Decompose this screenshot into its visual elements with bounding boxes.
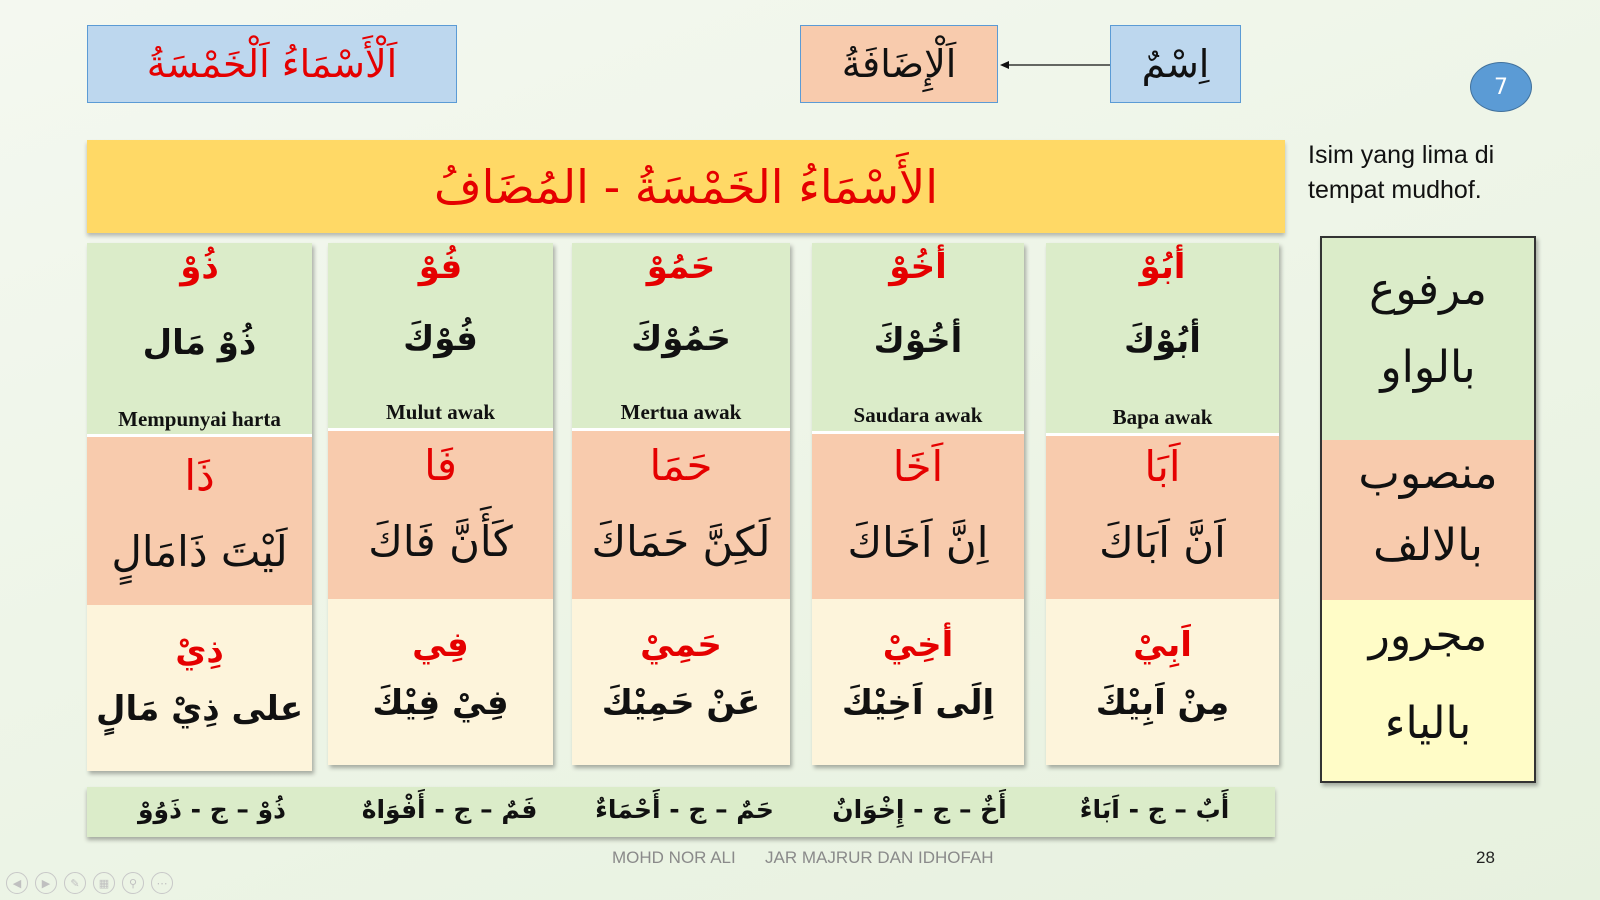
noun-column-dzu bbox=[87, 243, 312, 771]
meaning: Saudara awak bbox=[853, 403, 983, 427]
title-text: اَلْأَسْمَاءُ اَلْخَمْسَةُ bbox=[146, 42, 398, 86]
raf-word: أبُوْ bbox=[1139, 247, 1186, 287]
meaning: Mulut awak bbox=[385, 400, 496, 424]
back-icon[interactable]: ◀ bbox=[6, 872, 28, 894]
nasb-section bbox=[87, 437, 312, 605]
case-rafa-line-2: بالواو bbox=[1380, 342, 1476, 393]
noun-column-hamu bbox=[572, 243, 790, 765]
nasb-phrase: لَكِنَّ حَمَاكَ bbox=[591, 517, 771, 566]
slideshow-controls bbox=[6, 872, 173, 894]
jarr-phrase: على ذِيْ مَالٍ bbox=[95, 689, 304, 729]
note bbox=[1308, 138, 1548, 208]
forward-icon[interactable]: ▶ bbox=[35, 872, 57, 894]
page-number: 28 bbox=[1476, 848, 1495, 867]
raf-phrase: فُوْكَ bbox=[403, 319, 478, 359]
nasb-phrase: اِنَّ اَخَاكَ bbox=[847, 518, 989, 567]
meaning: Bapa awak bbox=[1112, 405, 1213, 429]
nasb-word: اَخَا bbox=[892, 442, 944, 491]
case-column bbox=[1320, 236, 1536, 783]
nasb-word: حَمَا bbox=[649, 441, 713, 490]
jarr-phrase: فِيْ فِيْكَ bbox=[372, 683, 509, 723]
note-line-1: Isim yang lima di bbox=[1308, 141, 1495, 169]
noun-column-akhu bbox=[812, 243, 1024, 765]
raf-word: فُوْ bbox=[418, 247, 463, 287]
nasb-phrase: كَأَنَّ فَاكَ bbox=[368, 517, 513, 566]
plural-fam: فَمٌ – ج - أَفْوَاهٌ bbox=[361, 795, 538, 824]
title-box bbox=[87, 25, 457, 103]
nasb-section bbox=[328, 431, 553, 599]
jarr-word: اَبِيْ bbox=[1133, 625, 1192, 665]
raf-section bbox=[1046, 243, 1279, 433]
plural-bar bbox=[87, 787, 1275, 837]
banner bbox=[87, 140, 1285, 233]
jarr-word: ذِيْ bbox=[175, 631, 224, 671]
jarr-word: حَمِيْ bbox=[640, 625, 722, 665]
jarr-phrase: عَنْ حَمِيْكَ bbox=[601, 683, 761, 723]
arrow-left-icon bbox=[1000, 55, 1110, 75]
jarr-section bbox=[812, 599, 1024, 765]
case-nasb-line-2: بالالف bbox=[1373, 520, 1483, 571]
nasb-phrase: لَيْتَ ذَامَالٍ bbox=[111, 527, 288, 576]
nasb-word: اَبَا bbox=[1144, 442, 1181, 491]
nasb-phrase: اَنَّ اَبَاكَ bbox=[1099, 518, 1226, 567]
nasb-word: فَا bbox=[424, 441, 457, 490]
nasb-section bbox=[572, 431, 790, 599]
raf-section bbox=[328, 243, 553, 428]
ism-text: اِسْمٌ bbox=[1141, 42, 1210, 86]
raf-section bbox=[572, 243, 790, 428]
jarr-section bbox=[328, 599, 553, 765]
jarr-word: فِي bbox=[412, 625, 469, 665]
case-jarr-line-1: مجرور bbox=[1368, 610, 1488, 661]
jarr-section bbox=[1046, 599, 1279, 765]
idhafah-box bbox=[800, 25, 998, 103]
ism-box bbox=[1110, 25, 1241, 103]
case-rafa bbox=[1322, 238, 1534, 440]
raf-word: ذُوْ bbox=[180, 247, 219, 287]
jarr-phrase: مِنْ اَبِيْكَ bbox=[1095, 683, 1230, 723]
noun-column-fu bbox=[328, 243, 553, 765]
noun-column-abu bbox=[1046, 243, 1279, 765]
case-jarr bbox=[1322, 600, 1534, 781]
footer-topic: JAR MAJRUR DAN IDHOFAH bbox=[765, 848, 994, 867]
raf-phrase: ذُوْ مَال bbox=[142, 323, 257, 363]
plural-ab: أَبٌ – ج - اَبَاءٌ bbox=[1079, 795, 1230, 824]
jarr-word: أخِيْ bbox=[882, 625, 954, 665]
plural-akh: أَخٌ – ج - إِخْوَانٌ bbox=[832, 795, 1007, 824]
jarr-section bbox=[572, 599, 790, 765]
case-nasb-line-1: منصوب bbox=[1358, 448, 1498, 499]
raf-word: أخُوْ bbox=[889, 247, 947, 287]
raf-section bbox=[87, 243, 312, 434]
jarr-section bbox=[87, 605, 312, 771]
note-line-2: tempat mudhof. bbox=[1308, 176, 1482, 204]
more-icon[interactable]: ⋯ bbox=[151, 872, 173, 894]
footer-author: MOHD NOR ALI bbox=[612, 848, 736, 867]
nasb-section bbox=[1046, 436, 1279, 599]
nasb-section bbox=[812, 434, 1024, 599]
raf-section bbox=[812, 243, 1024, 431]
case-rafa-line-1: مرفوع bbox=[1369, 264, 1487, 315]
banner-title: الأَسْمَاءُ الخَمْسَةُ - المُضَافُ bbox=[433, 159, 939, 214]
zoom-icon[interactable]: ⚲ bbox=[122, 872, 144, 894]
slide-number-badge: 7 bbox=[1470, 62, 1532, 112]
raf-phrase: أبُوْكَ bbox=[1124, 321, 1201, 361]
idhafah-text: اَلْإِضَافَةُ bbox=[841, 42, 957, 86]
plural-ham: حَمٌ – ج - أَحْمَاءٌ bbox=[595, 795, 774, 824]
meaning: Mempunyai harta bbox=[118, 407, 281, 431]
slides-icon[interactable]: ▦ bbox=[93, 872, 115, 894]
case-nasb bbox=[1322, 440, 1534, 600]
plural-dzu: ذُوْ – ج - ذَوُوْ bbox=[138, 795, 286, 824]
case-jarr-line-2: بالياء bbox=[1384, 698, 1472, 749]
raf-phrase: حَمُوْكَ bbox=[631, 319, 731, 359]
pen-icon[interactable]: ✎ bbox=[64, 872, 86, 894]
raf-word: حَمُوْ bbox=[646, 247, 716, 287]
nasb-word: ذَا bbox=[184, 451, 215, 500]
raf-phrase: أخُوْكَ bbox=[873, 321, 963, 361]
meaning: Mertua awak bbox=[620, 400, 742, 424]
jarr-phrase: اِلَى اَخِيْكَ bbox=[841, 683, 995, 723]
